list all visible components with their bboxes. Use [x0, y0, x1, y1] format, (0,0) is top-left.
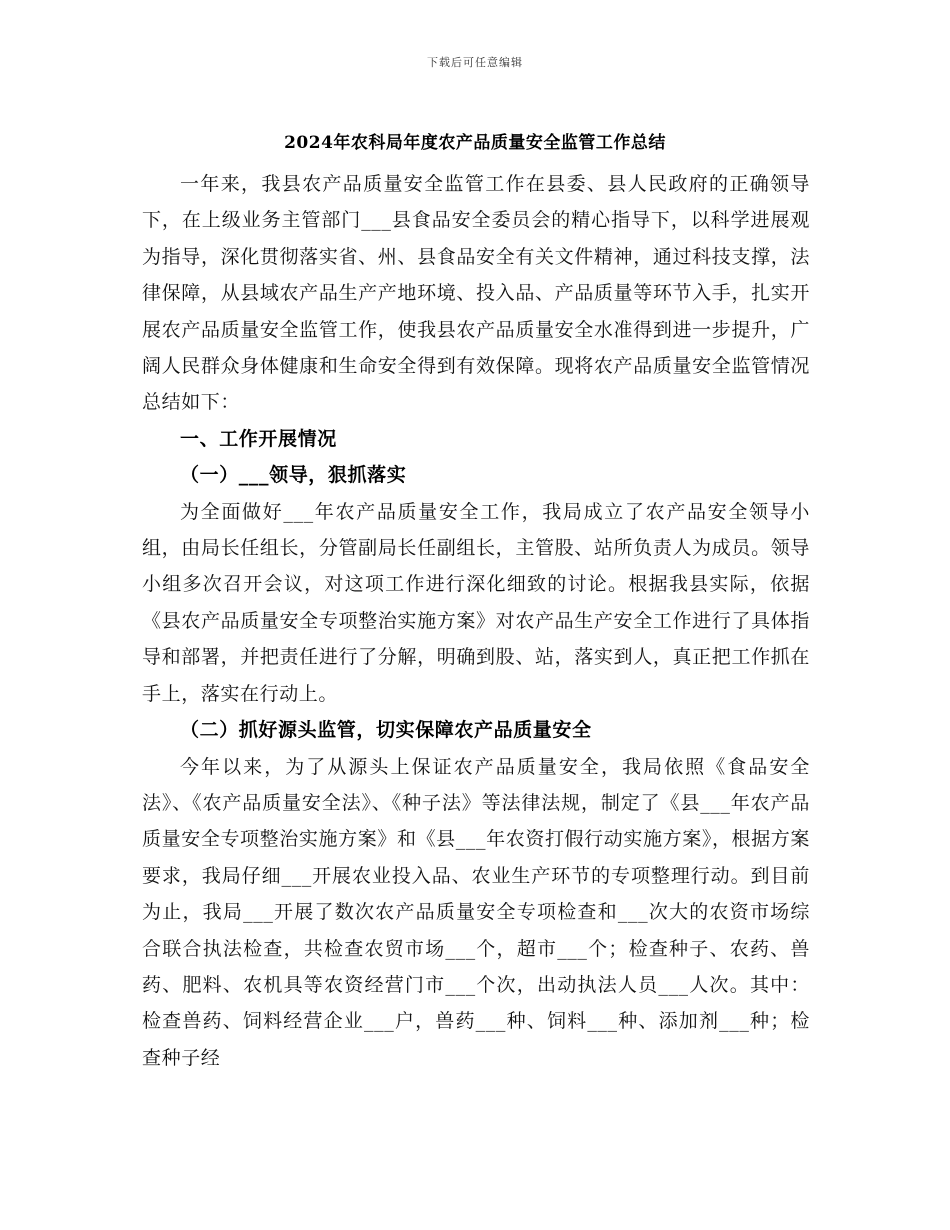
subsection-heading-2: （二）抓好源头监管，切实保障农产品质量安全	[180, 719, 592, 742]
document-title: 2024年农科局年度农产品质量安全监管工作总结	[284, 133, 666, 153]
header-note: 下载后可任意编辑	[427, 56, 523, 69]
document-body	[142, 166, 810, 1076]
subsection-heading-1: （一）___领导，狠抓落实	[180, 464, 407, 487]
subsection-paragraph-2: 今年以来，为了从源头上保证农产品质量安全，我局依照《食品安全法》、《农产品质量安全法》、《种子法》等法律法规，制定了《县___年农产品质量安全专项整治实施方案》和《县___年农资打假行动实施方案》，根据方案要求，我局仔细___开展农业投入品、农业生产环节的专项整理行动。到目前为止，我局___开展了数次农产品质量安全专项检查和___次大的农资市场综合联合执法检查，共检查农贸市场___个，超市___个；检查种子、农药、兽药、肥料、农机具等农资经营门市___个次，出动执法人员___人次。其中：检查兽药、饲料经营企业___户，兽药___种、饲料___种、添加剂___种；检查种子经	[142, 755, 810, 1069]
subsection-paragraph-1: 为全面做好___年农产品质量安全工作，我局成立了农产品安全领导小组，由局长任组长，分管副局长任副组长，主管股、站所负责人为成员。领导小组多次召开会议，对这项工作进行深化细致的讨论。根据我县实际，依据《县农产品质量安全专项整治实施方案》对农产品生产安全工作进行了具体指导和部署，并把责任进行了分解，明确到股、站，落实到人，真正把工作抓在手上，落实在行动上。	[142, 500, 810, 705]
section-heading-1: 一、工作开展情况	[180, 427, 337, 450]
intro-paragraph: 一年来，我县农产品质量安全监管工作在县委、县人民政府的正确领导下，在上级业务主管部门___县食品安全委员会的精心指导下，以科学进展观为指导，深化贯彻落实省、州、县食品安全有关文件精神，通过科技支撑，法律保障，从县域农产品生产产地环境、投入品、产品质量等环节入手，扎实开展农产品质量安全监管工作，使我县农产品质量安全水准得到进一步提升，广阔人民群众身体健康和生命安全得到有效保障。现将农产品质量安全监管情况总结如下：	[142, 173, 810, 414]
